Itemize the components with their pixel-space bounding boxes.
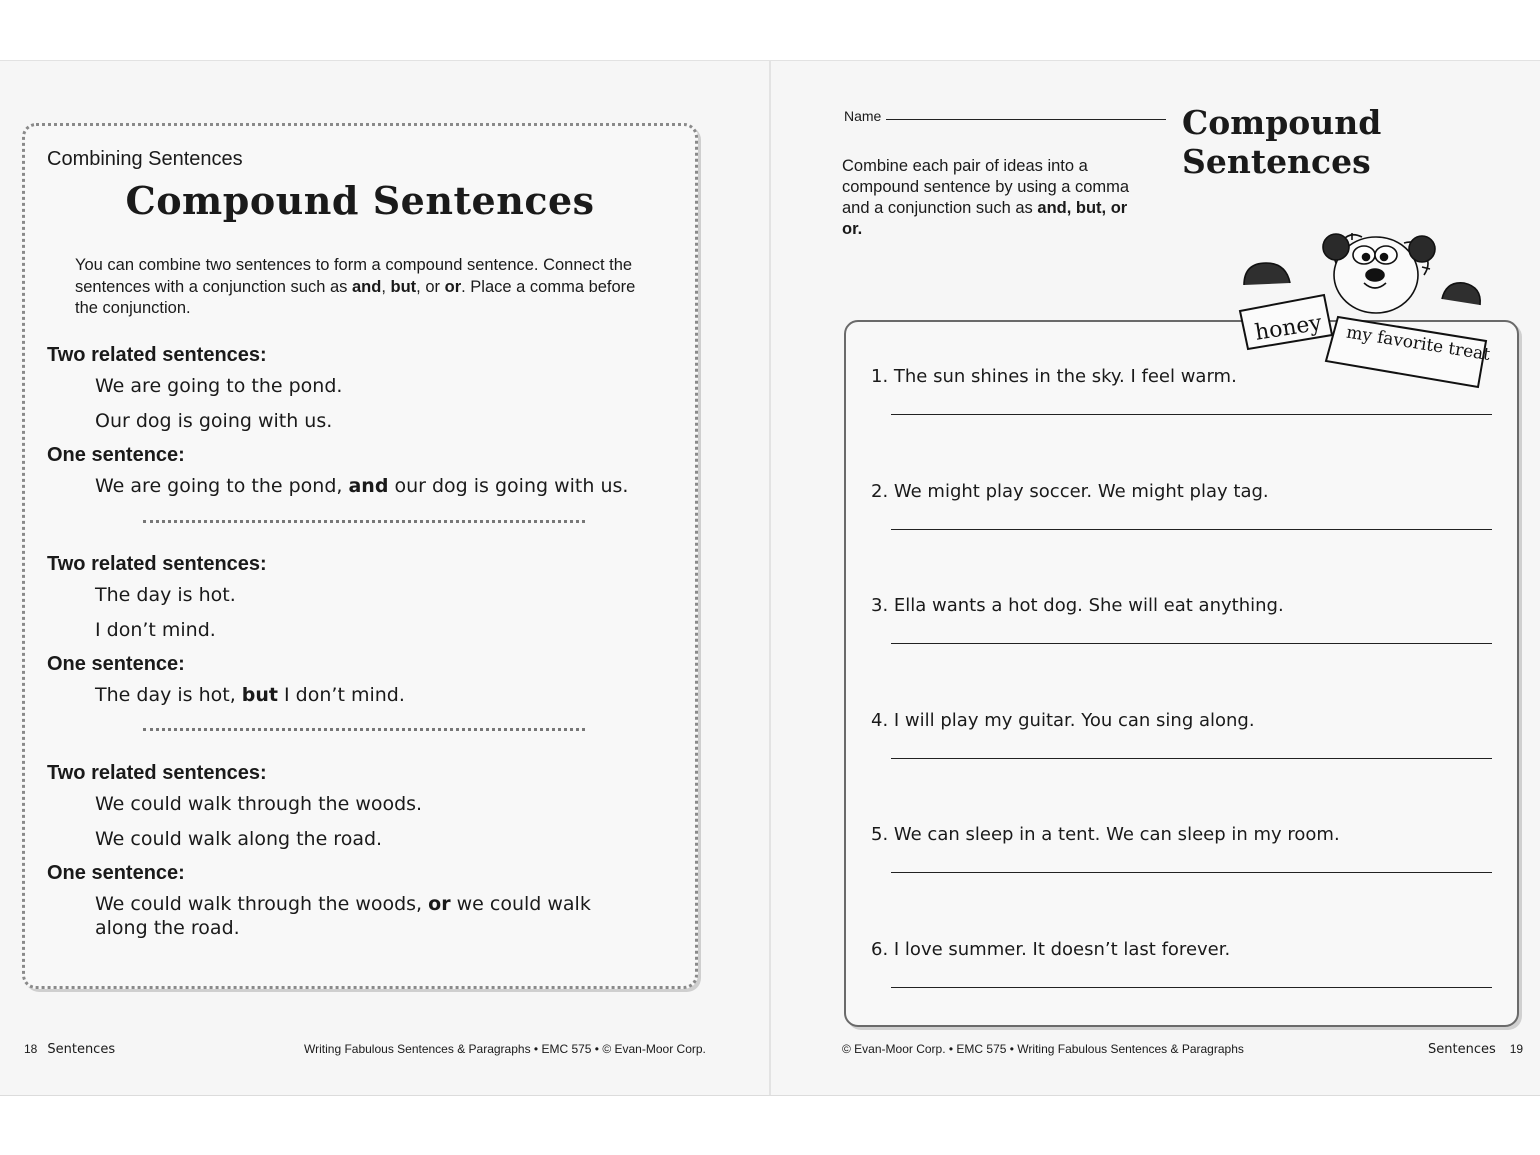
sign-favorite-treat: my favorite treat	[1344, 322, 1492, 366]
combined-sentence: The day is hot, but I don’t mind.	[95, 684, 405, 706]
section-name: Sentences	[47, 1042, 116, 1057]
directions: Combine each pair of ideas into a compound sentence by using a comma and a conjunction such as and, but, or or.	[842, 157, 1130, 238]
lesson-title: Compound Sentences	[125, 178, 595, 223]
exercise-item: 4. I will play my guitar. You can sing along.	[871, 710, 1501, 731]
example-block	[47, 550, 667, 707]
related-label: Two related sentences:	[47, 553, 267, 575]
example-sentence: We are going to the pond.	[95, 375, 343, 397]
left-page	[0, 61, 769, 1095]
left-folio	[24, 1042, 115, 1057]
answer-line	[891, 643, 1492, 644]
left-credit: Writing Fabulous Sentences & Paragraphs • EMC 575 • © Evan-Moor Corp.	[304, 1042, 706, 1056]
bear-mascot-illustration	[1226, 223, 1506, 393]
lesson-box	[22, 123, 698, 989]
right-page	[771, 61, 1540, 1095]
worksheet-title: Compound Sentences	[1182, 103, 1382, 181]
example-sentence: The day is hot.	[95, 584, 236, 606]
one-sentence-label: One sentence:	[47, 444, 185, 466]
example-block	[47, 759, 667, 940]
page-number: 18	[24, 1042, 38, 1056]
exercise-item: 2. We might play soccer. We might play tag.	[871, 481, 1501, 502]
exercise-box	[844, 320, 1519, 1027]
exercise-item: 1. The sun shines in the sky. I feel warm.	[871, 366, 1501, 387]
name-write-line	[886, 119, 1166, 120]
right-credit: © Evan-Moor Corp. • EMC 575 • Writing Fabulous Sentences & Paragraphs	[842, 1042, 1244, 1056]
answer-line	[891, 414, 1492, 415]
example-sentence: We could walk along the road.	[95, 828, 383, 850]
example-block	[47, 341, 667, 498]
exercise-item: 5. We can sleep in a tent. We can sleep in my room.	[871, 824, 1501, 845]
book-spread	[0, 60, 1540, 1096]
answer-line	[891, 872, 1492, 873]
page-number: 19	[1509, 1042, 1524, 1056]
section-name: Sentences	[1428, 1042, 1496, 1057]
one-sentence-label: One sentence:	[47, 653, 185, 675]
right-folio	[1428, 1042, 1523, 1057]
answer-line	[891, 529, 1492, 530]
example-sentence: We could walk through the woods.	[95, 793, 423, 815]
answer-line	[891, 758, 1492, 759]
sign-honey: honey	[1253, 310, 1324, 346]
lesson-intro: You can combine two sentences to form a compound sentence. Connect the sentences with a conjunction such as and, but, or or. Place a comma before the conjunction.	[75, 256, 636, 317]
example-sentence: Our dog is going with us.	[95, 410, 333, 432]
exercise-item: 6. I love summer. It doesn’t last forever.	[871, 939, 1501, 960]
related-label: Two related sentences:	[47, 762, 267, 784]
dotted-divider	[143, 728, 585, 731]
answer-line	[891, 987, 1492, 988]
lesson-kicker: Combining Sentences	[47, 148, 243, 170]
related-label: Two related sentences:	[47, 344, 267, 366]
dotted-divider	[143, 520, 585, 523]
name-label: Name	[844, 108, 882, 124]
combined-sentence: We could walk through the woods, or we could walk along the road.	[95, 893, 591, 939]
example-sentence: I don’t mind.	[95, 619, 216, 641]
combined-sentence: We are going to the pond, and our dog is going with us.	[95, 475, 629, 497]
exercise-item: 3. Ella wants a hot dog. She will eat anything.	[871, 595, 1501, 616]
one-sentence-label: One sentence:	[47, 862, 185, 884]
